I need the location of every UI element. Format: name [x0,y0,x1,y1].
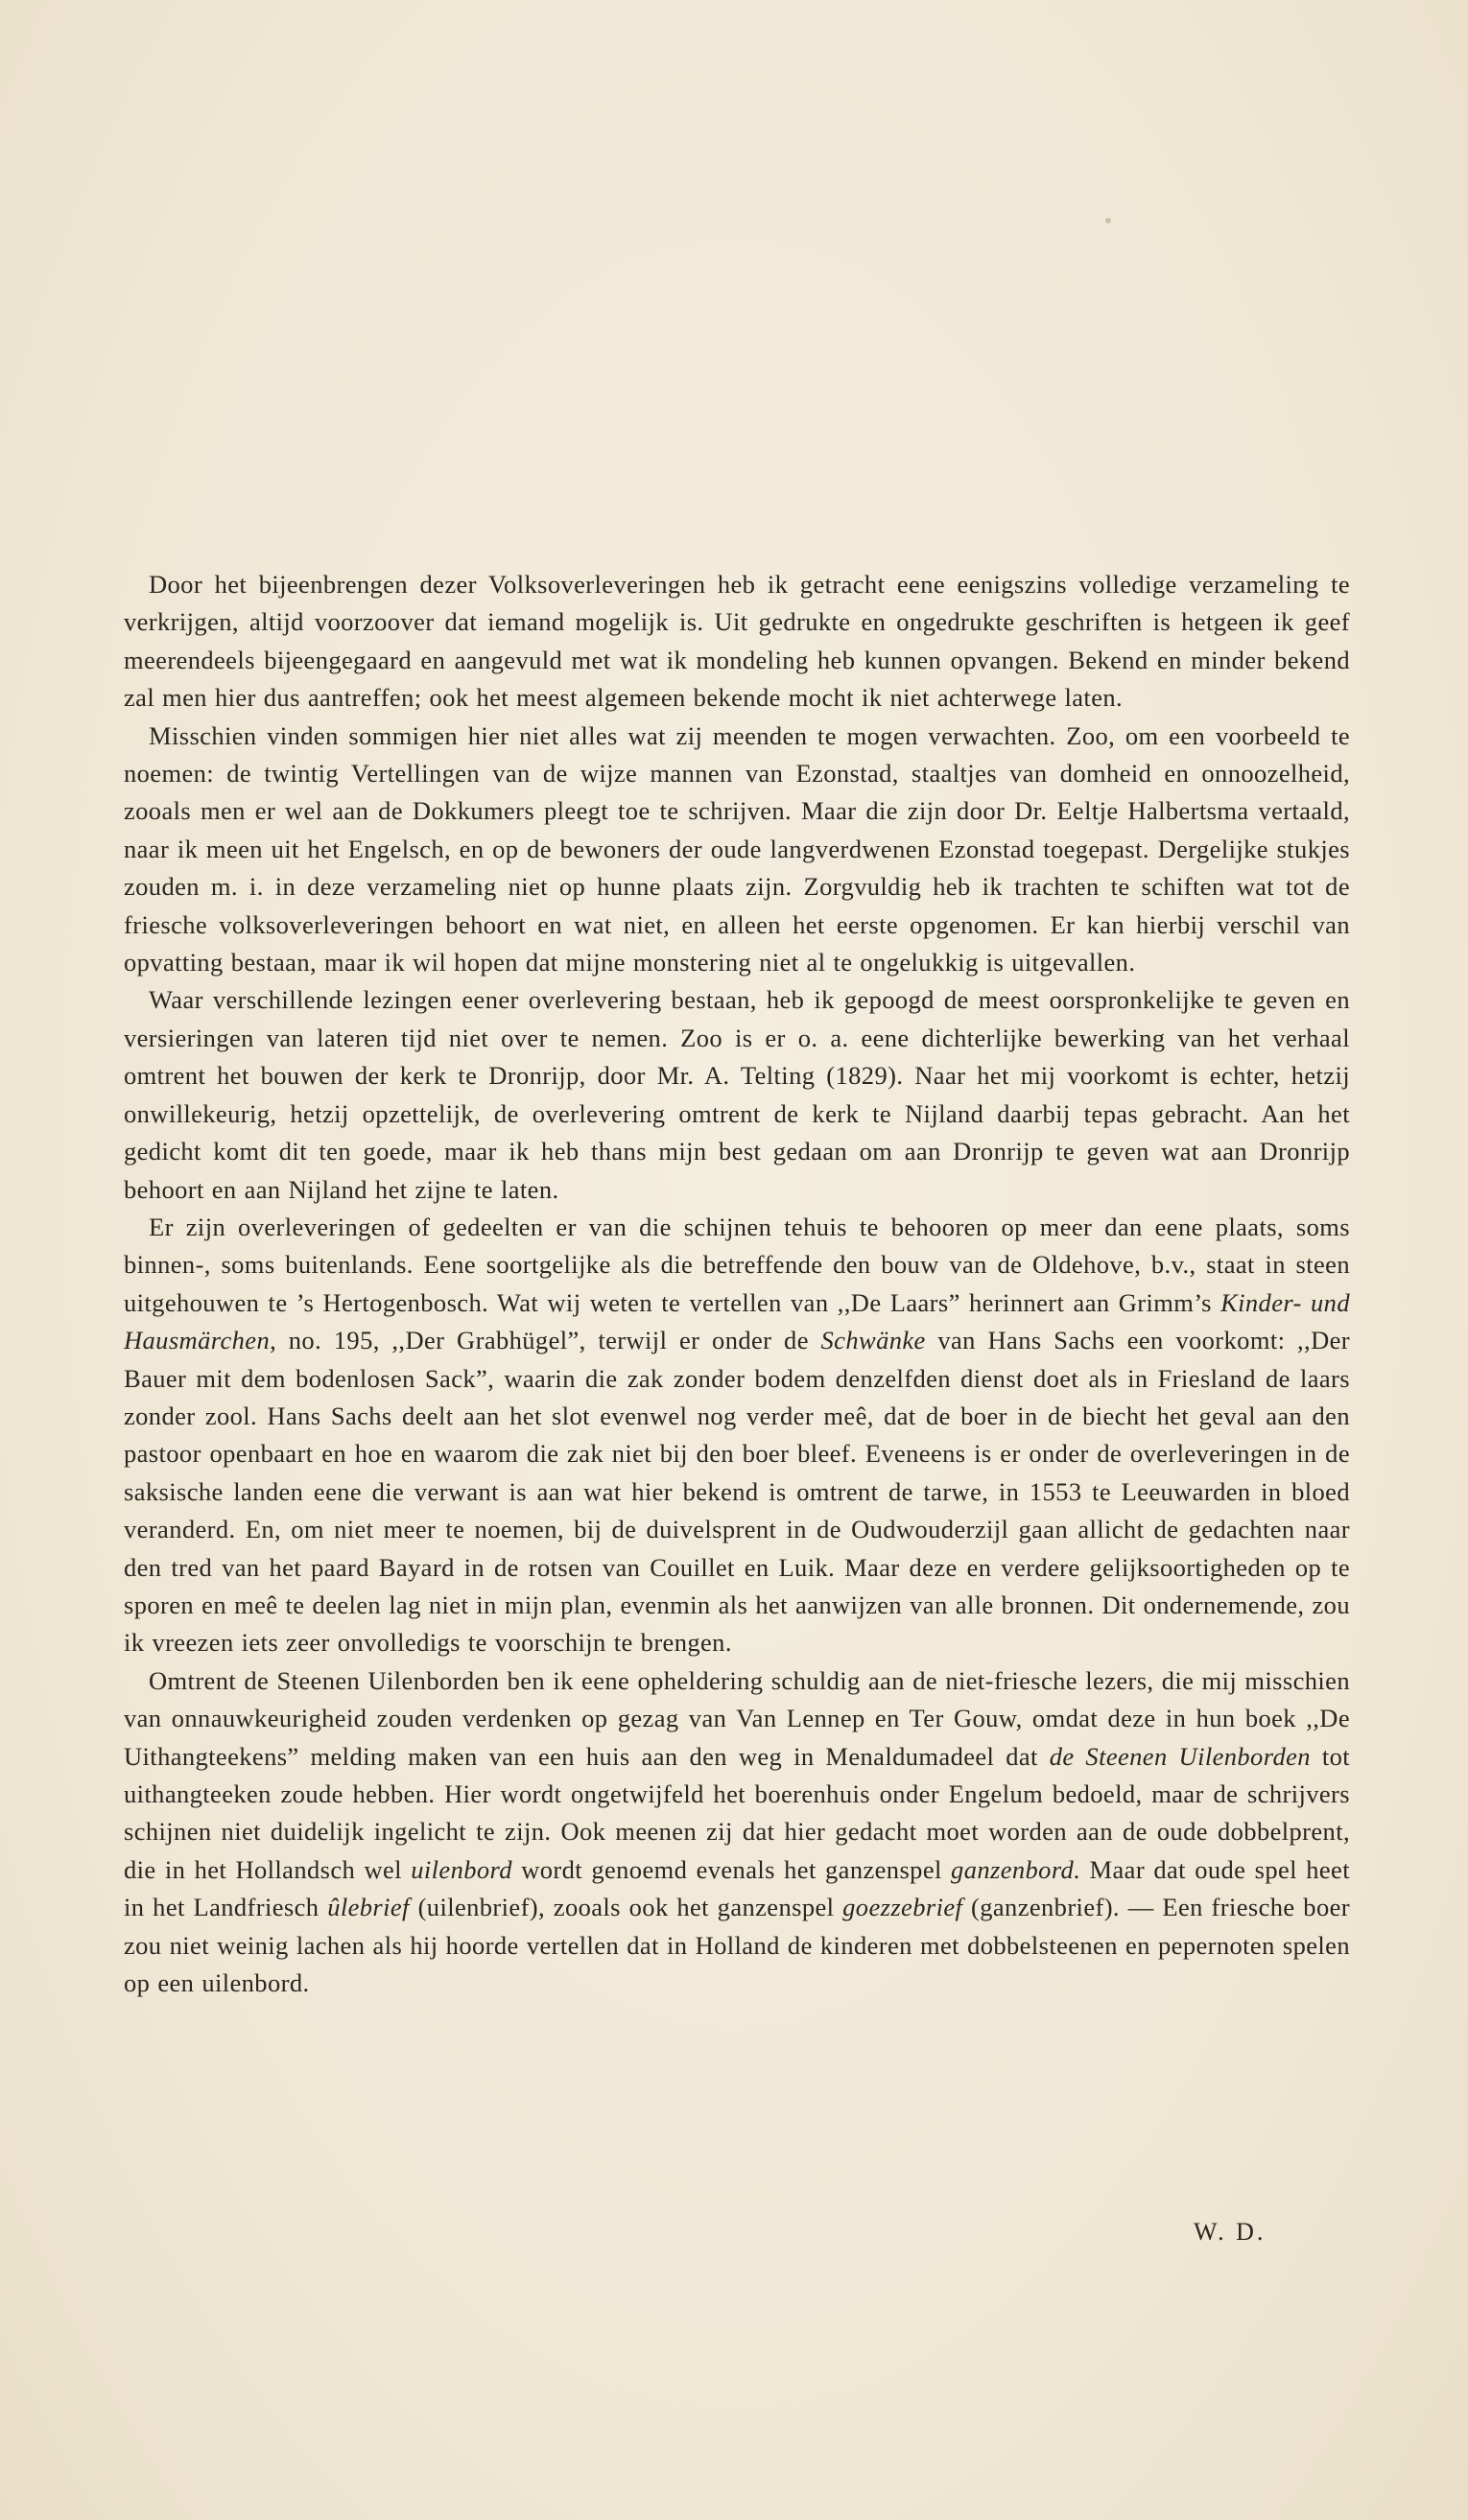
text-run: wordt genoemd evenals het ganzenspel [511,1854,952,1884]
paragraph-2 [124,718,1350,982]
text-run: tot uithangteeken zoude hebben. Hier wordt ongetwijfeld het boerenhuis onder Engelum bedoeld, maar de schrijvers schijnen niet duidelijk ingelicht te zijn. Ook meenen zij dat hier gedacht moet worden aan de oude dobbelprent, die in het Hollandsch wel [124,1741,1350,1884]
italic-phrase: Schwänke [820,1326,926,1355]
paragraph-3 [124,981,1350,1208]
text-run: Er zijn overleveringen of gedeelten er van die schijnen tehuis te behooren op meer dan eene plaats, soms binnen-, soms buitenlands. Eene soortgelijke als die betreffende den bouw van de Oldehove, b.v., staat in steen uitgehouwen te ’s Hertogenbosch. Wat wij weten te vertellen van ,,De Laars” herinnert aan Grimm’s [124,1212,1350,1317]
signature: W. D. [1194,2218,1267,2246]
italic-phrase: goezzebrief [842,1893,963,1922]
text-run: van Hans Sachs een voorkomt: ,,Der Bauer mit dem bodenlosen Sack”, waarin die zak zonder bodem denzelfden dienst doet als in Friesland de laars zonder zool. Hans Sachs deelt aan het slot evenwel nog verder meê, dat de boer in de biecht het geval aan den pastoor openbaart en hoe en waarom die zak niet bij den boer bleef. Eveneens is er onder de overleveringen in de saksische landen eene die verwant is aan wat hier bekend is omtrent de tarwe, in 1553 te Leeuwarden in bloed veranderd. En, om niet meer te noemen, bij de duivelsprent in de Oudwouderzijl gaan allicht de gedachten naar den tred van het paard Bayard in de rotsen van Couillet en Luik. Maar deze en verdere gelijksoortigheden op te sporen en meê te deelen lag niet in mijn plan, evenmin als het aanwijzen van alle bronnen. Dit ondernemende, zou ik vreezen iets zeer onvolledigs te voorschijn te brengen. [124,1326,1350,1658]
text-run: Waar verschillende lezingen eener overlevering bestaan, heb ik gepoogd de meest oorspronkelijke te geven en versieringen van lateren tijd niet over te nemen. Zoo is er o. a. eene dichterlijke bewerking van het verhaal omtrent het bouwen der kerk te Dronrijp, door Mr. A. Telting (1829). Naar het mij voorkomt is echter, hetzij onwillekeurig, hetzij opzettelijk, de overlevering omtrent de kerk te Nijland daarbij tepas gebracht. Aan het gedicht komt dit ten goede, maar ik heb thans mijn best gedaan om aan Dronrijp te geven wat aan Dronrijp behoort en aan Nijland het zijne te laten. [124,985,1350,1204]
italic-phrase: ganzenbord. [951,1854,1081,1884]
italic-phrase: Kinder- und Hausmärchen [124,1287,1350,1355]
paragraph-5 [124,1662,1350,2003]
body-text [124,566,1350,2002]
paper-speck [1105,218,1111,224]
text-run: Omtrent de Steenen Uilenborden ben ik eene opheldering schuldig aan de niet-friesche lezers, die mij misschien van onnauwkeurigheid zouden verdenken op gezag van Van Lennep en Ter Gouw, omdat deze in hun boek ,,De Uithangteekens” melding maken van een huis aan den weg in Menaldumadeel dat [124,1665,1350,1771]
italic-phrase: de Steenen Uilenborden [1049,1741,1311,1771]
paragraph-1 [124,566,1350,718]
text-run: (ganzenbrief). — Een friesche boer zou niet weinig lachen als hij hoorde vertellen dat in Holland de kinderen met dobbelsteenen en pepernoten spelen op een uilenbord. [124,1893,1350,1998]
text-run: , no. 195, ,,Der Grabhügel”, terwijl er onder de [270,1326,821,1355]
paragraph-4 [124,1209,1350,1662]
italic-phrase: ûlebrief [327,1893,410,1922]
text-run: Misschien vinden sommigen hier niet alles wat zij meenden te mogen verwachten. Zoo, om een voorbeeld te noemen: de twintig Vertellingen van de wijze mannen van Ezonstad, staaltjes van domheid en onnoozelheid, zooals men er wel aan de Dokkumers pleegt toe te schrijven. Maar die zijn door Dr. Eeltje Halbertsma vertaald, naar ik meen uit het Engelsch, en op de bewoners der oude langverdwenen Ezonstad toegepast. Dergelijke stukjes zouden m. i. in deze verzameling niet op hunne plaats zijn. Zorgvuldig heb ik trachten te schiften wat tot de friesche volksoverleveringen behoort en wat niet, en alleen het eerste opgenomen. Er kan hierbij verschil van opvatting bestaan, maar ik wil hopen dat mijne monstering niet al te ongelukkig is uitgevallen. [124,720,1350,977]
text-run: Maar dat oude spel heet in het Landfriesch [124,1854,1350,1922]
italic-phrase: uilenbord [411,1854,512,1884]
text-run: (uilenbrief), zooals ook het ganzenspel [409,1893,843,1922]
text-run: Door het bijeenbrengen dezer Volksoverleveringen heb ik getracht eene eenigszins volledige verzameling te verkrijgen, altijd voorzoover dat iemand mogelijk is. Uit gedrukte en ongedrukte geschriften is hetgeen ik geef meerendeels bijeengegaard en aangevuld met wat ik mondeling heb kunnen opvangen. Bekend en minder bekend zal men hier dus aantreffen; ook het meest algemeen bekende mocht ik niet achterwege laten. [124,570,1350,713]
